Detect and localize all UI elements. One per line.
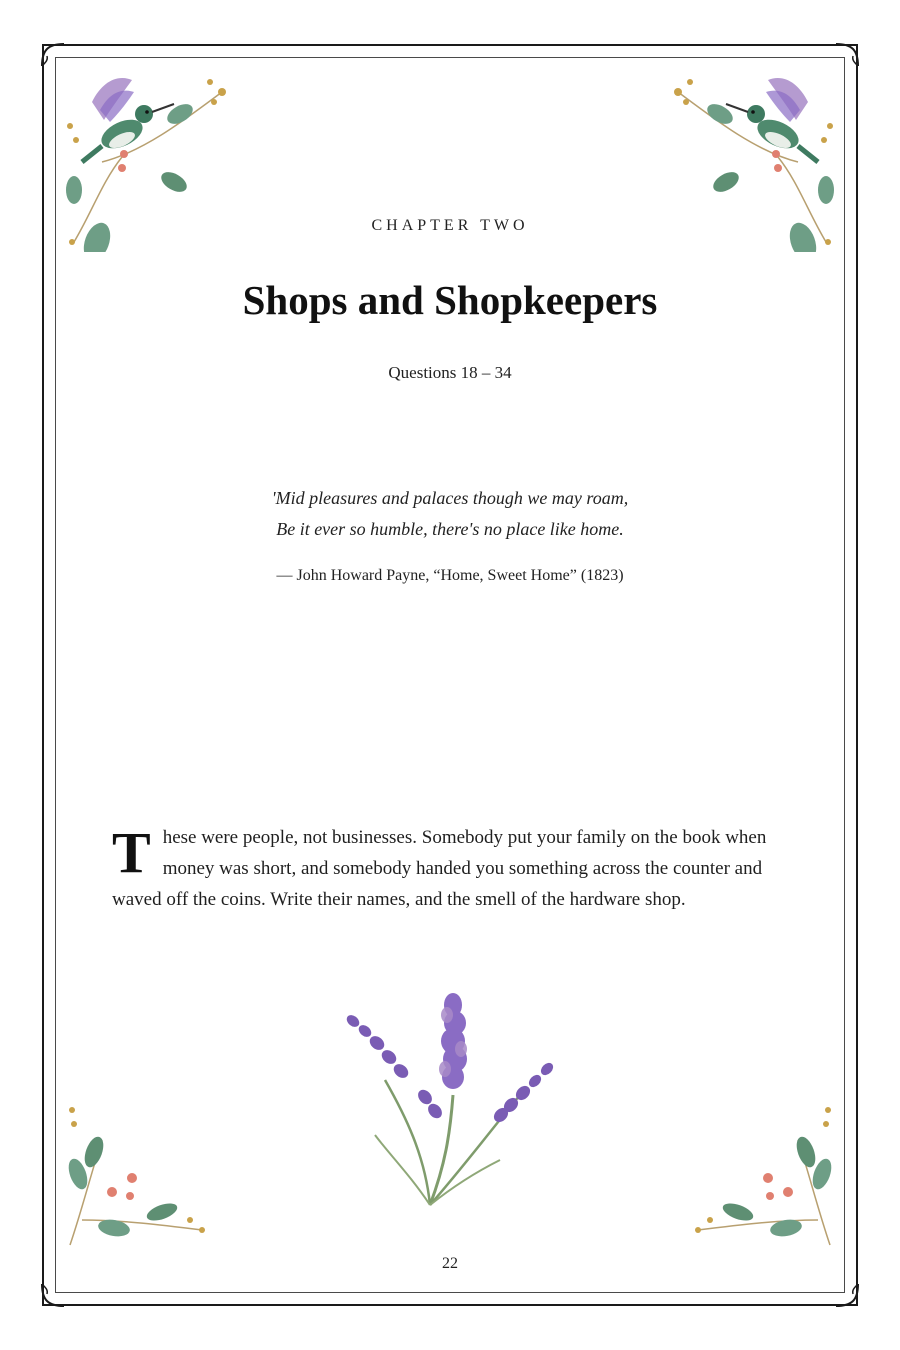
- page-number: 22: [442, 1255, 458, 1272]
- chapter-kicker: CHAPTER TWO: [371, 217, 529, 234]
- body-paragraph: [112, 822, 792, 915]
- corner-curl-bottom-right: [832, 1280, 862, 1310]
- floral-sprig-icon: [62, 1100, 212, 1250]
- epigraph: [0, 483, 900, 545]
- floral-sprig-icon: [688, 1100, 838, 1250]
- epigraph-line: Be it ever so humble, there's no place like home.: [276, 519, 624, 539]
- lavender-icon: [335, 985, 565, 1215]
- epigraph-line: 'Mid pleasures and palaces though we may roam,: [271, 488, 629, 508]
- question-range: Questions 18 – 34: [388, 363, 512, 382]
- corner-curl-bottom-left: [38, 1280, 68, 1310]
- body-text: hese were people, not businesses. Somebody put your family on the book when money was short, and somebody handed you something across the counter and waved off the coins. Write their names, and the smell of the hardware shop.: [112, 827, 767, 910]
- epigraph-attribution: — John Howard Payne, “Home, Sweet Home” (1823): [276, 567, 624, 584]
- chapter-title: Shops and Shopkeepers: [242, 277, 658, 323]
- drop-cap: T: [112, 820, 151, 885]
